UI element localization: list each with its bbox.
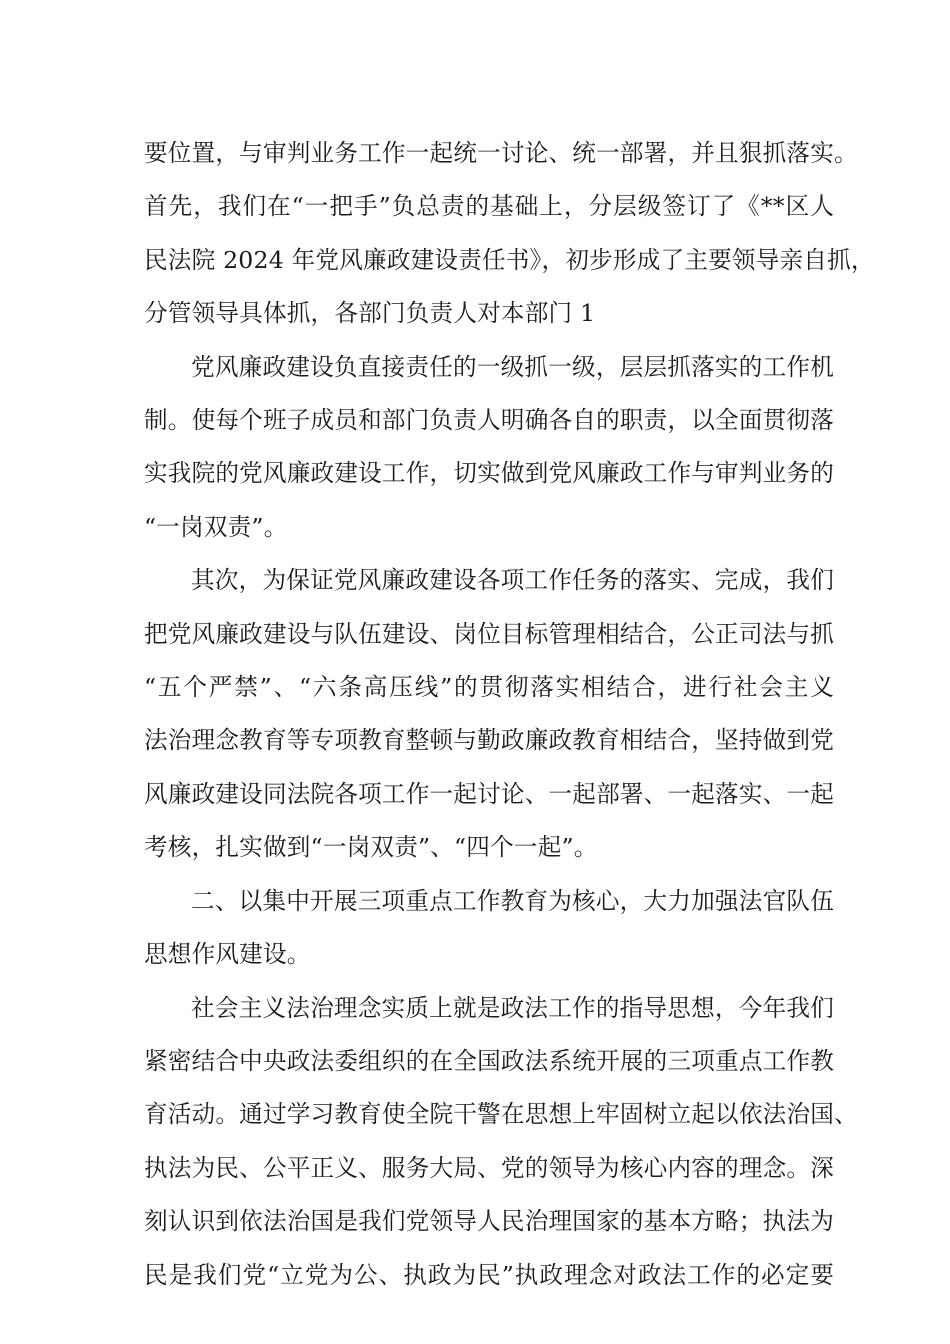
text-line: 党风廉政建设负直接责任的一级抓一级，层层抓落实的工作机 [191, 352, 834, 381]
text-line: 二、以集中开展三项重点工作教育为核心，大力加强法官队伍 [191, 886, 834, 915]
text-line: 其次，为保证党风廉政建设各项工作任务的落实、完成，我们 [191, 566, 834, 595]
text-line: 民是我们党“立党为公、执政为民”执政理念对政法工作的必定要 [144, 1260, 834, 1289]
text-line: 刻认识到依法治国是我们党领导人民治理国家的基本方略；执法为 [144, 1207, 835, 1236]
text-line: 要位置，与审判业务工作一起统一讨论、统一部署，并且狠抓落实。 [144, 139, 858, 167]
text-line: 把党风廉政建设与队伍建设、岗位目标管理相结合，公正司法与抓 [144, 619, 835, 648]
text-line: 执法为民、公平正义、服务大局、党的领导为核心内容的理念。深 [144, 1153, 835, 1182]
paragraph-3 [144, 554, 834, 874]
text-line: 法治理念教育等专项教育整顿与勤政廉政教育相结合，坚持做到党 [144, 726, 835, 755]
text-line: “五个严禁”、“六条高压线”的贯彻落实相结合，进行社会主义 [144, 673, 834, 702]
paragraph-1 [144, 127, 875, 341]
text-line: 社会主义法治理念实质上就是政法工作的指导思想，今年我们 [191, 993, 834, 1022]
text-line: “一岗双责”。 [144, 512, 288, 541]
paragraph-2 [144, 341, 834, 555]
text-line: 风廉政建设同法院各项工作一起讨论、一起部署、一起落实、一起 [144, 779, 835, 808]
text-line: 分管领导具体抓，各部门负责人对本部门 1 [144, 299, 596, 328]
paragraph-5 [144, 982, 858, 1302]
text-line: 制。使每个班子成员和部门负责人明确各自的职责，以全面贯彻落 [144, 406, 835, 435]
document-body [144, 127, 875, 1302]
section-heading-2 [144, 875, 834, 982]
text-line: 育活动。通过学习教育使全院干警在思想上牢固树立起以依法治国、 [144, 1100, 858, 1129]
text-line: 民法院 2024 年党风廉政建设责任书》，初步形成了主要领导亲自抓， [144, 245, 875, 274]
text-line: 考核，扎实做到“一岗双责”、“四个一起”。 [144, 833, 598, 862]
text-line: 首先，我们在“一把手”负总责的基础上，分层级签订了《**区人 [144, 192, 834, 221]
text-line: 思想作风建设。 [144, 940, 311, 969]
text-line: 实我院的党风廉政建设工作，切实做到党风廉政工作与审判业务的 [144, 459, 835, 488]
text-line: 紧密结合中央政法委组织的在全国政法系统开展的三项重点工作教 [144, 1046, 835, 1075]
